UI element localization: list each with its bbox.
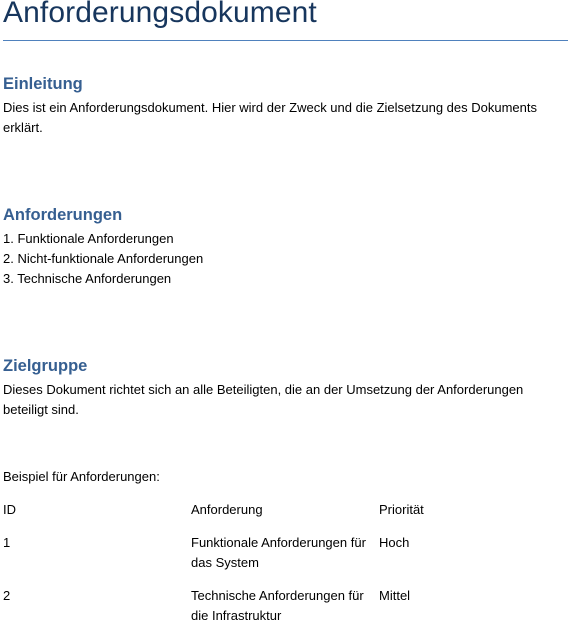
paragraph-zielgruppe: Dieses Dokument richtet sich an alle Beteiligten, die an der Umsetzung der Anforderungen beteiligt sind.: [3, 382, 524, 417]
paragraph-einleitung: Dies ist ein Anforderungsdokument. Hier wird der Zweck und die Zielsetzung des Dokuments erklärt.: [3, 100, 537, 135]
table-header-prioritaet: Priorität: [379, 502, 424, 517]
example-caption: Beispiel für Anforderungen:: [3, 469, 160, 484]
table-cell-prioritaet: Mittel: [379, 588, 411, 603]
table-cell-anforderung: Technische Anforderungen für die Infrastruktur: [191, 588, 364, 623]
list-item: 2. Nicht-funktionale Anforderungen: [3, 251, 204, 266]
heading-einleitung: Einleitung: [3, 75, 83, 93]
document-title: Anforderungsdokument: [3, 0, 317, 29]
table-cell-anforderung: Funktionale Anforderungen für das System: [191, 535, 366, 570]
table-cell-id: 1: [3, 535, 11, 550]
table-header-id: ID: [3, 502, 16, 517]
title-underline: [3, 40, 568, 41]
list-item: 3. Technische Anforderungen: [3, 271, 172, 286]
table-header-anforderung: Anforderung: [191, 502, 263, 517]
heading-zielgruppe: Zielgruppe: [3, 357, 88, 375]
list-item: 1. Funktionale Anforderungen: [3, 231, 174, 246]
table-cell-id: 2: [3, 588, 11, 603]
heading-anforderungen: Anforderungen: [3, 206, 123, 224]
table-cell-prioritaet: Hoch: [379, 535, 410, 550]
